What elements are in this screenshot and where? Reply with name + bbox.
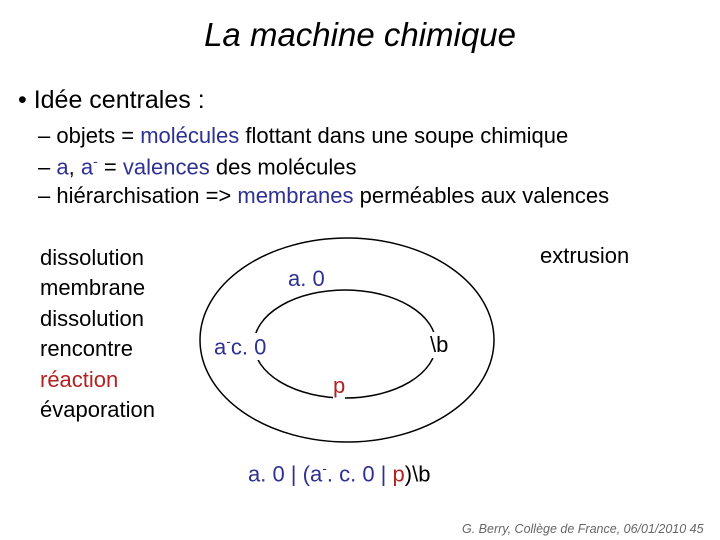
symbol-a: a [56,154,69,180]
equals-sign: = [121,123,135,148]
slide-title: La machine chimique [204,16,516,53]
extrusion-operator-label: \b [430,332,449,357]
symbol-a-bar: a [80,154,94,180]
main-bullet: • Idée centrales : [18,86,205,114]
comma: , [68,154,81,180]
formula-p: p [392,461,405,487]
operation-item: rencontre [40,336,133,362]
superscript-minus: - [322,460,327,476]
slide-footer: G. Berry, Collège de France, 06/01/2010 45 [462,522,704,536]
operation-item: évaporation [40,396,155,422]
sub-text: perméables aux valences [353,183,610,208]
main-bullet-text: Idée centrales : [33,86,205,114]
symbol-a: a [214,334,227,360]
keyword-molecules: molécules [140,123,240,148]
superscript-minus: - [93,153,98,169]
keyword-membranes: membranes [237,183,354,208]
extrusion-label: extrusion [540,243,630,268]
sub-text: des molécules [209,154,357,180]
sub-text: hiérarchisation => [56,183,238,208]
operation-item-reaction: réaction [40,366,119,392]
formula-paren: ) [404,461,413,487]
superscript-minus: - [226,333,231,349]
inner-compartment-text: c. 0 [230,334,267,360]
operation-item: dissolution [40,305,144,331]
operation-item: membrane [40,275,146,301]
formula-extrusion: \b [412,461,431,487]
formula [248,460,430,487]
equals-sign: = [103,154,117,180]
sub-text: flottant dans une soupe chimique [239,123,569,148]
formula-part: . c. 0 | [326,461,393,487]
p-label: p [333,373,346,398]
dash: – [38,154,51,180]
inner-compartment-label [214,333,268,360]
outer-compartment-label: a. 0 [288,266,325,291]
operation-item: dissolution [40,245,144,270]
keyword-valences: valences [122,154,210,180]
sub-text: objets [56,123,122,148]
dash: – [38,183,51,208]
dash: – [38,123,51,148]
formula-part: a. 0 | (a [248,461,323,487]
